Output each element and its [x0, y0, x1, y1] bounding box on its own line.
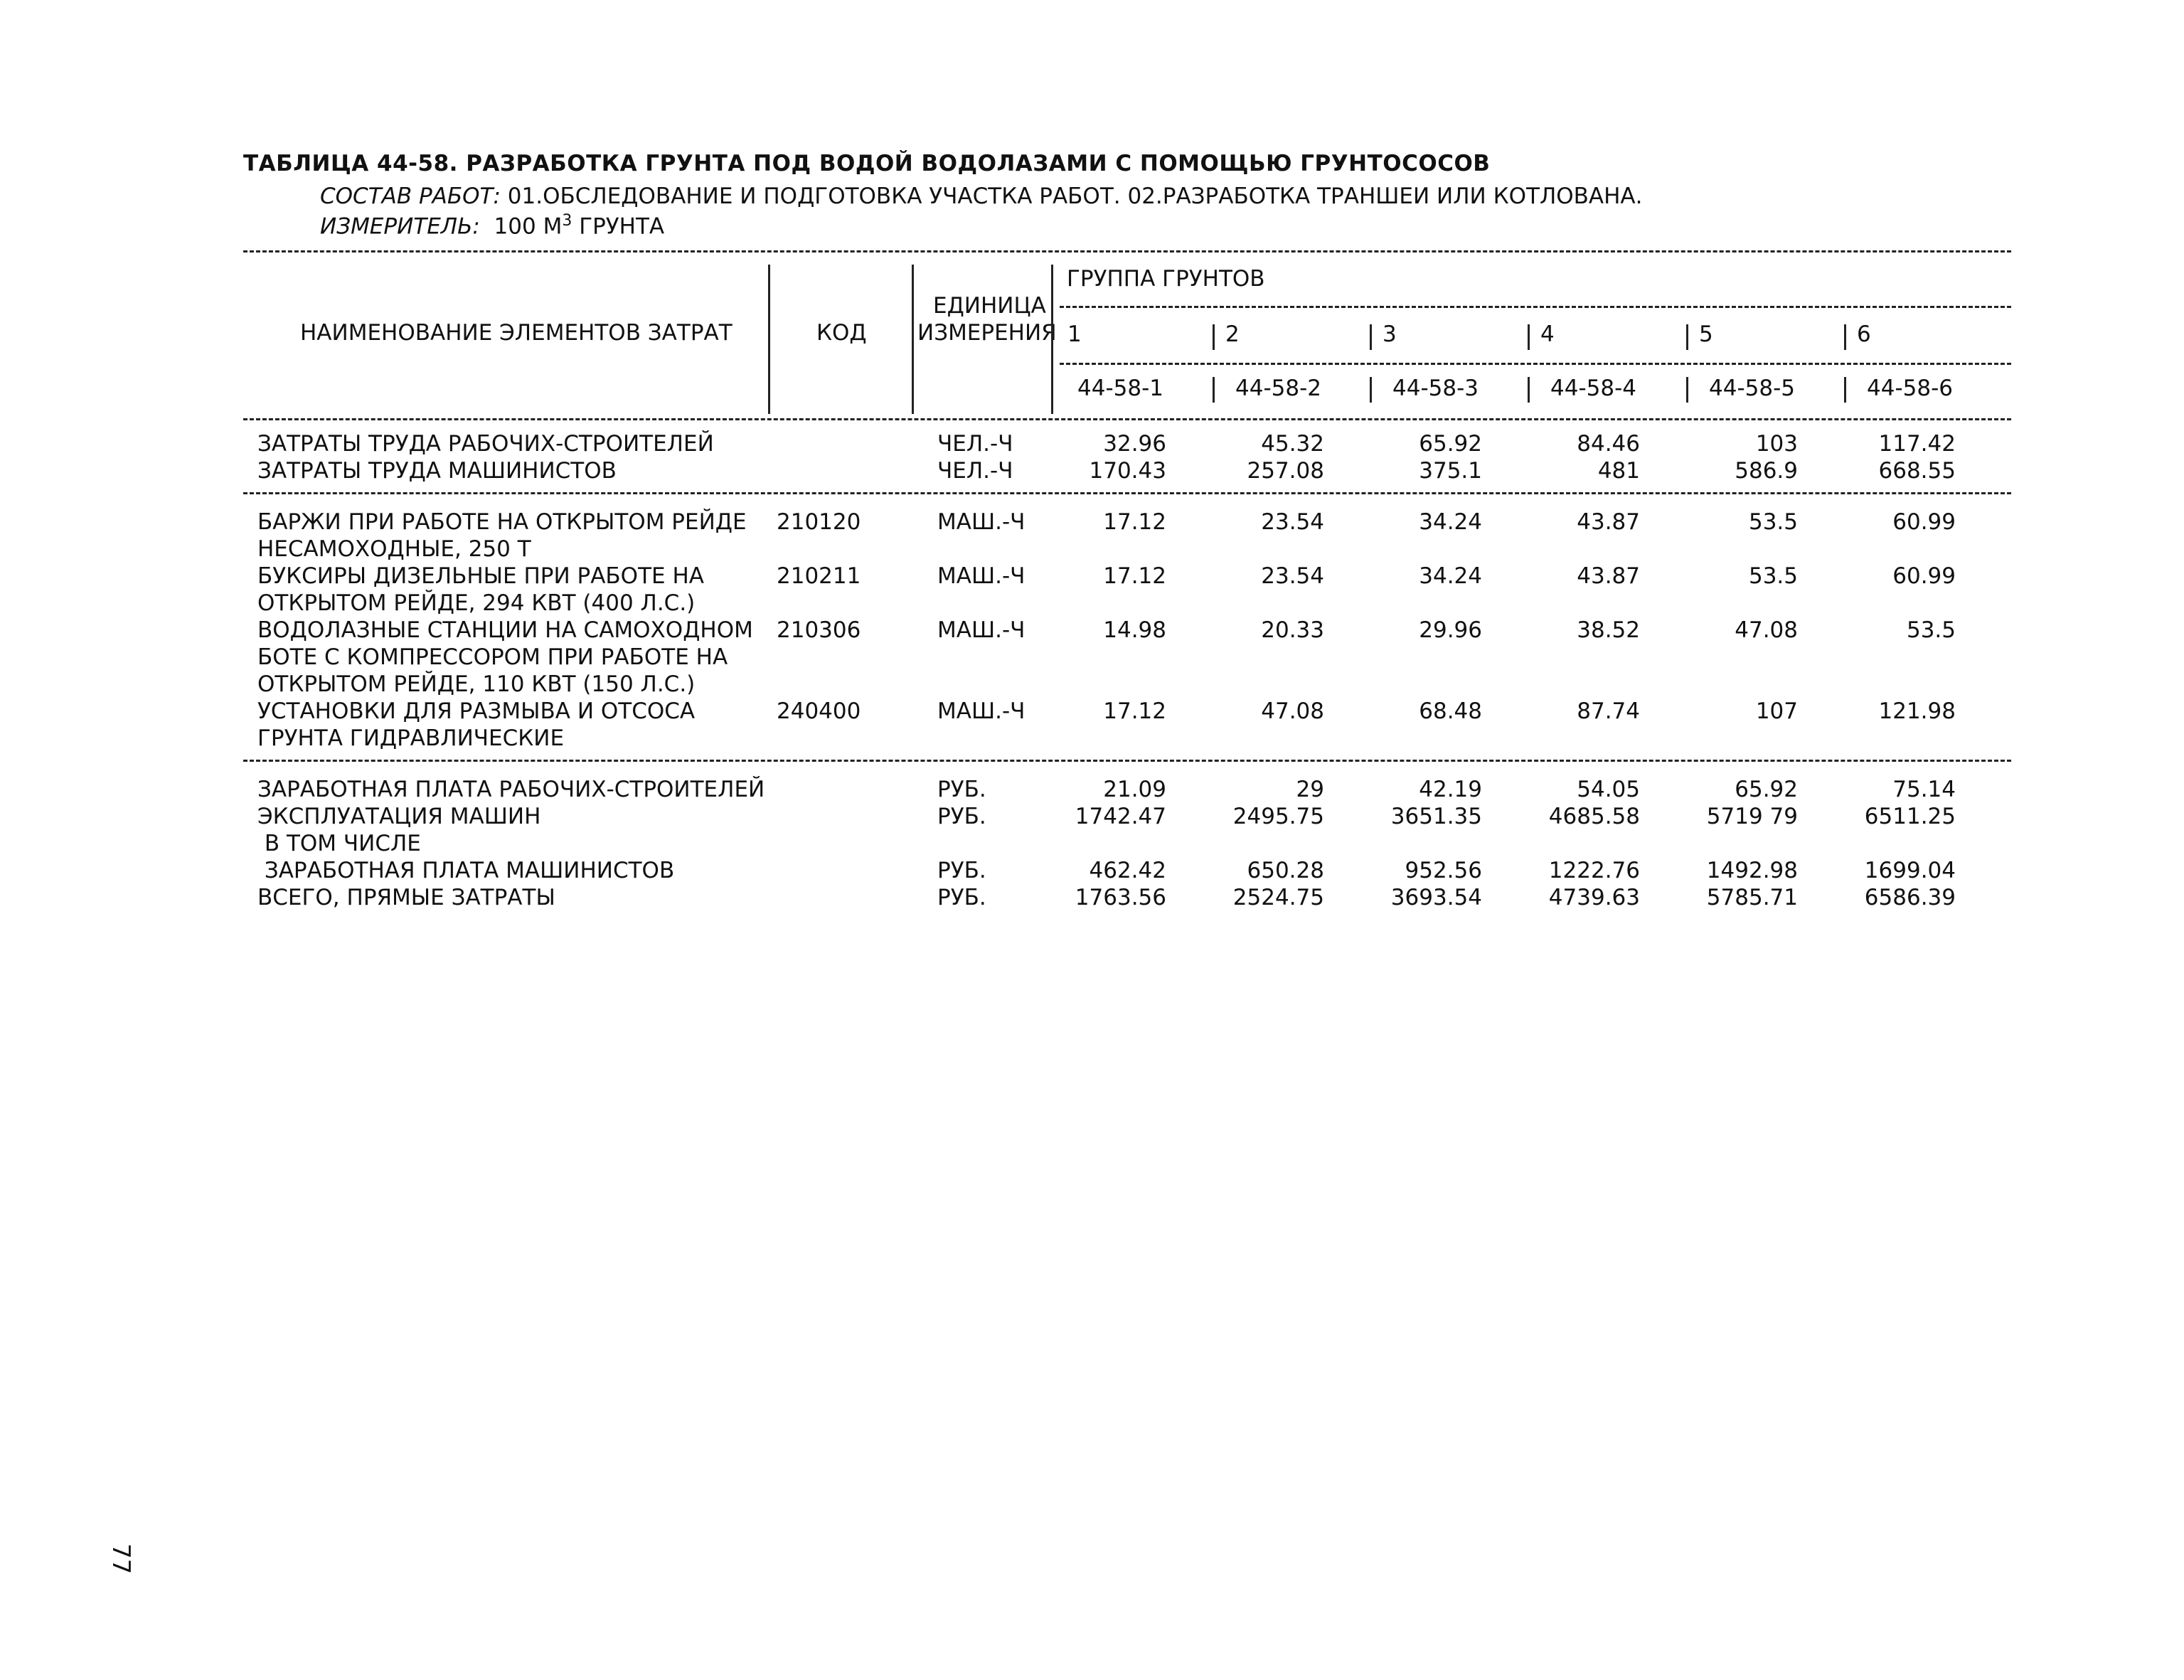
row-unit: МАШ.-Ч: [937, 509, 1026, 535]
group-code: 44-58-1: [1077, 376, 1163, 401]
row-value: 103: [1755, 431, 1798, 457]
row-value: 43.87: [1577, 509, 1640, 535]
header-divider: [1051, 265, 1053, 414]
row-value: 257.08: [1247, 458, 1324, 484]
row-value: 6511.25: [1864, 804, 1956, 829]
row-value: 47.08: [1261, 698, 1324, 724]
row-name-line: БУКСИРЫ ДИЗЕЛЬНЫЕ ПРИ РАБОТЕ НА: [257, 563, 704, 589]
column-header-name: НАИМЕНОВАНИЕ ЭЛЕМЕНТОВ ЗАТРАТ: [300, 320, 733, 346]
rule-section: [243, 492, 2011, 494]
row-value: 650.28: [1247, 858, 1324, 883]
group-number: 4: [1540, 321, 1555, 347]
row-value: 1742.47: [1075, 804, 1166, 829]
group-code: 44-58-5: [1709, 376, 1795, 401]
row-unit: МАШ.-Ч: [937, 617, 1026, 643]
row-value: 21.09: [1103, 777, 1166, 802]
row-value: 23.54: [1261, 563, 1324, 589]
rule-group-top: [1060, 306, 2011, 308]
row-name-line: ЗАРАБОТНАЯ ПЛАТА РАБОЧИХ-СТРОИТЕЛЕЙ: [257, 777, 765, 802]
row-value: 170.43: [1089, 458, 1166, 484]
row-name-line: БОТЕ С КОМПРЕССОРОМ ПРИ РАБОТЕ НА: [257, 644, 728, 670]
row-value: 29.96: [1419, 617, 1482, 643]
row-code: 210306: [777, 617, 861, 643]
row-name-line: ВСЕГО, ПРЯМЫЕ ЗАТРАТЫ: [257, 885, 555, 910]
page-number: 77: [107, 1543, 135, 1575]
row-value: 75.14: [1892, 777, 1956, 802]
row-name-line: ЗАРАБОТНАЯ ПЛАТА МАШИНИСТОВ: [257, 858, 675, 883]
row-name-line: УСТАНОВКИ ДЛЯ РАЗМЫВА И ОТСОСА: [257, 698, 696, 724]
meter-label: ИЗМЕРИТЕЛЬ:: [320, 213, 480, 240]
row-value: 60.99: [1892, 563, 1956, 589]
composition-text: 01.ОБСЛЕДОВАНИЕ И ПОДГОТОВКА УЧАСТКА РАБОТ. 02.РАЗРАБОТКА ТРАНШЕИ ИЛИ КОТЛОВАНА.: [507, 184, 1643, 209]
row-name-line: ГРУНТА ГИДРАВЛИЧЕСКИЕ: [257, 725, 565, 751]
rule-section: [243, 760, 2011, 762]
row-name-line: В ТОМ ЧИСЛЕ: [257, 831, 421, 856]
row-name-line: ЗАТРАТЫ ТРУДА МАШИНИСТОВ: [257, 458, 617, 484]
row-value: 17.12: [1103, 509, 1166, 535]
row-unit: ЧЕЛ.-Ч: [937, 431, 1013, 457]
row-unit: РУБ.: [937, 804, 986, 829]
row-value: 121.98: [1878, 698, 1956, 724]
row-value: 5785.71: [1706, 885, 1798, 910]
row-value: 65.92: [1419, 431, 1482, 457]
column-header-unit-2: ИЗМЕРЕНИЯ: [917, 320, 1057, 346]
row-value: 47.08: [1735, 617, 1798, 643]
row-name-line: ОТКРЫТОМ РЕЙДЕ, 110 КВТ (150 Л.С.): [257, 671, 696, 697]
code-divider: [1844, 377, 1846, 403]
row-value: 1699.04: [1864, 858, 1956, 883]
group-divider: [1844, 324, 1846, 350]
group-divider: [1213, 324, 1215, 350]
row-value: 42.19: [1419, 777, 1482, 802]
row-value: 87.74: [1577, 698, 1640, 724]
row-value: 952.56: [1405, 858, 1482, 883]
column-header-code: КОД: [816, 320, 867, 346]
composition-label: СОСТАВ РАБОТ:: [320, 184, 501, 209]
rule-top: [243, 250, 2011, 252]
row-name-line: ВОДОЛАЗНЫЕ СТАНЦИИ НА САМОХОДНОМ: [257, 617, 753, 643]
group-code: 44-58-3: [1392, 376, 1479, 401]
row-value: 17.12: [1103, 563, 1166, 589]
row-code: 210211: [777, 563, 861, 589]
rule-head-bottom: [243, 418, 2011, 420]
work-composition-line: [320, 184, 1643, 209]
row-value: 53.5: [1748, 509, 1798, 535]
row-value: 29: [1296, 777, 1324, 802]
row-value: 53.5: [1748, 563, 1798, 589]
code-divider: [1213, 377, 1215, 403]
row-name-line: ОТКРЫТОМ РЕЙДЕ, 294 КВТ (400 Л.С.): [257, 590, 696, 616]
row-value: 43.87: [1577, 563, 1640, 589]
row-value: 60.99: [1892, 509, 1956, 535]
row-value: 2524.75: [1232, 885, 1324, 910]
row-value: 586.9: [1735, 458, 1798, 484]
row-value: 2495.75: [1232, 804, 1324, 829]
row-value: 1763.56: [1075, 885, 1166, 910]
row-value: 1492.98: [1706, 858, 1798, 883]
row-value: 34.24: [1419, 509, 1482, 535]
row-unit: МАШ.-Ч: [937, 563, 1026, 589]
row-unit: РУБ.: [937, 777, 986, 802]
row-value: 4685.58: [1548, 804, 1640, 829]
row-value: 668.55: [1878, 458, 1956, 484]
row-name-line: БАРЖИ ПРИ РАБОТЕ НА ОТКРЫТОМ РЕЙДЕ: [257, 509, 747, 535]
meter-text: 100 М: [494, 213, 563, 240]
group-number: 3: [1383, 321, 1397, 347]
row-value: 32.96: [1103, 431, 1166, 457]
row-value: 107: [1755, 698, 1798, 724]
table-title: ТАБЛИЦА 44-58. РАЗРАБОТКА ГРУНТА ПОД ВОДОЙ ВОДОЛАЗАМИ С ПОМОЩЬЮ ГРУНТОСОСОВ: [243, 151, 1491, 176]
row-value: 462.42: [1089, 858, 1166, 883]
row-value: 53.5: [1906, 617, 1956, 643]
row-value: 54.05: [1577, 777, 1640, 802]
row-value: 375.1: [1419, 458, 1482, 484]
group-code: 44-58-2: [1235, 376, 1321, 401]
meter-sup: 3: [562, 212, 572, 230]
row-name-line: ЭКСПЛУАТАЦИЯ МАШИН: [257, 804, 541, 829]
header-divider: [912, 265, 914, 414]
row-unit: РУБ.: [937, 885, 986, 910]
column-header-unit-1: ЕДИНИЦА: [933, 293, 1046, 319]
group-divider: [1370, 324, 1372, 350]
row-value: 23.54: [1261, 509, 1324, 535]
row-value: 14.98: [1103, 617, 1166, 643]
row-value: 84.46: [1577, 431, 1640, 457]
group-number: 1: [1067, 321, 1082, 347]
row-value: 17.12: [1103, 698, 1166, 724]
header-divider: [768, 265, 770, 414]
row-name-line: НЕСАМОХОДНЫЕ, 250 Т: [257, 536, 531, 562]
group-code: 44-58-4: [1550, 376, 1636, 401]
row-value: 4739.63: [1548, 885, 1640, 910]
row-value: 68.48: [1419, 698, 1482, 724]
row-value: 38.52: [1577, 617, 1640, 643]
row-value: 45.32: [1261, 431, 1324, 457]
row-value: 117.42: [1878, 431, 1956, 457]
row-value: 65.92: [1735, 777, 1798, 802]
code-divider: [1370, 377, 1372, 403]
row-value: 20.33: [1261, 617, 1324, 643]
row-value: 3693.54: [1390, 885, 1482, 910]
group-number: 5: [1699, 321, 1713, 347]
group-number: 6: [1857, 321, 1871, 347]
code-divider: [1528, 377, 1530, 403]
rule-group-mid: [1060, 363, 2011, 365]
row-unit: ЧЕЛ.-Ч: [937, 458, 1013, 484]
row-value: 3651.35: [1390, 804, 1482, 829]
group-divider: [1686, 324, 1688, 350]
row-name-line: ЗАТРАТЫ ТРУДА РАБОЧИХ-СТРОИТЕЛЕЙ: [257, 431, 714, 457]
code-divider: [1686, 377, 1688, 403]
row-unit: РУБ.: [937, 858, 986, 883]
group-divider: [1528, 324, 1530, 350]
row-value: 481: [1597, 458, 1640, 484]
group-number: 2: [1225, 321, 1240, 347]
row-code: 210120: [777, 509, 861, 535]
row-value: 5719 79: [1706, 804, 1798, 829]
meter-line: [320, 212, 664, 239]
row-value: 6586.39: [1864, 885, 1956, 910]
row-unit: МАШ.-Ч: [937, 698, 1026, 724]
group-code: 44-58-6: [1867, 376, 1953, 401]
row-value: 1222.76: [1548, 858, 1640, 883]
meter-unit: ГРУНТА: [579, 213, 665, 240]
column-header-group: ГРУППА ГРУНТОВ: [1067, 266, 1265, 292]
row-code: 240400: [777, 698, 861, 724]
row-value: 34.24: [1419, 563, 1482, 589]
